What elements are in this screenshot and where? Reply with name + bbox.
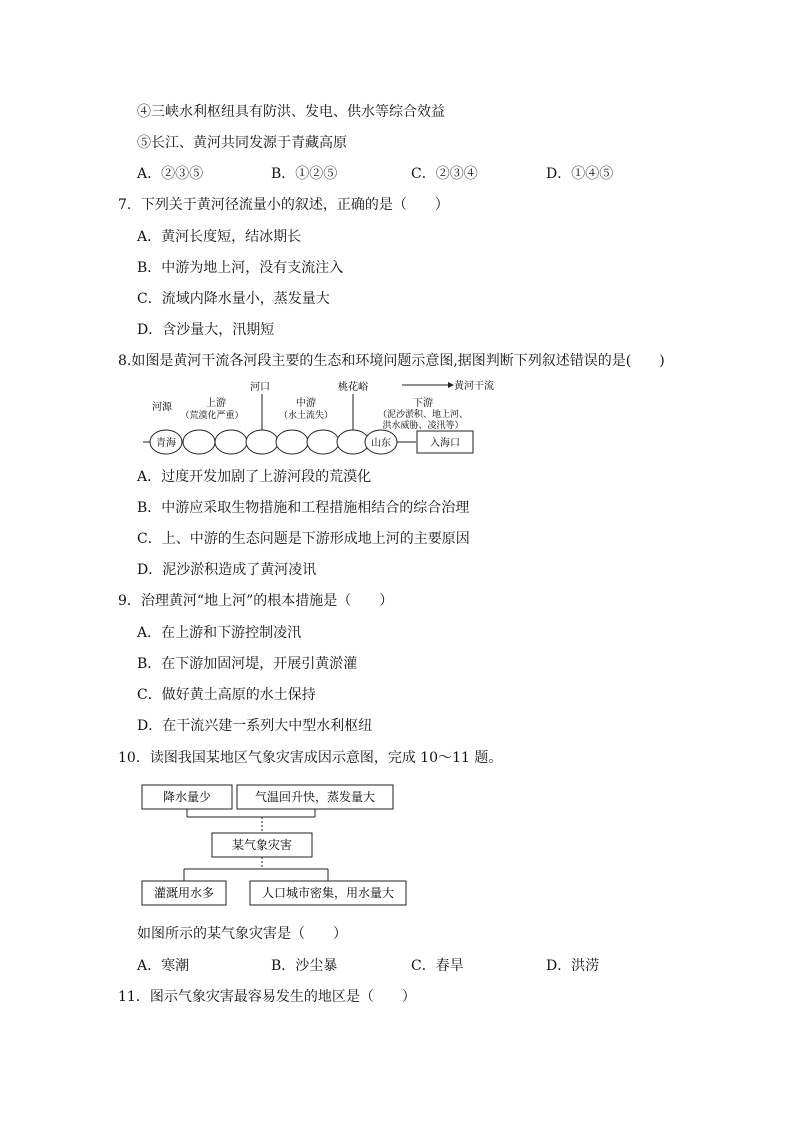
label-shandong: 山东 xyxy=(371,438,391,449)
label-tao-hua-yu: 桃花峪 xyxy=(338,382,368,393)
q6-option-c: C．②③④ xyxy=(411,166,478,182)
node-circle xyxy=(276,430,308,454)
label-center: 某气象灾害 xyxy=(231,838,293,852)
label-upper: 上游 xyxy=(206,398,226,409)
q8-option-b: B．中游应采取生物措施和工程措施相结合的综合治理 xyxy=(137,500,470,516)
q10-option-d: D．洪涝 xyxy=(546,958,600,974)
q10-stem: 10．读图我国某地区气象灾害成因示意图，完成 10～11 题。 xyxy=(118,750,503,766)
label-lower: 下游 xyxy=(413,398,433,409)
q6-option-d: D．①④⑤ xyxy=(546,166,614,182)
q10-sub-stem: 如图所示的某气象灾害是（ ） xyxy=(137,926,347,942)
q6-statement-5: ⑤长江、黄河共同发源于青藏高原 xyxy=(137,135,347,151)
label-lower-issue-1: （泥沙淤积、地上河、 xyxy=(377,410,469,420)
q9-option-a: A．在上游和下游控制凌汛 xyxy=(137,625,302,641)
label-sea: 入海口 xyxy=(430,438,460,449)
q6-option-b: B．①②⑤ xyxy=(271,166,338,182)
q10-option-a: A．寒潮 xyxy=(137,958,190,974)
q8-option-a: A．过度开发加剧了上游河段的荒漠化 xyxy=(137,469,372,485)
q7-option-c: C．流域内降水量小，蒸发量大 xyxy=(137,291,330,307)
label-bottom-left: 灌溉用水多 xyxy=(153,886,215,900)
q8-stem: 8.如图是黄河干流各河段主要的生态和环境问题示意图,据图判断下列叙述错误的是( ) xyxy=(118,353,665,369)
q9-option-b: B．在下游加固河堤，开展引黄淤灌 xyxy=(137,656,358,672)
q9-option-d: D．在干流兴建一系列大中型水利枢纽 xyxy=(137,718,373,734)
q10-options xyxy=(137,956,697,976)
label-qinghai: 青海 xyxy=(156,438,176,449)
yellow-river-diagram xyxy=(140,376,500,460)
q10-option-c: C．春旱 xyxy=(411,958,464,974)
q9-option-c: C．做好黄土高原的水土保持 xyxy=(137,687,316,703)
disaster-cause-diagram xyxy=(140,783,410,907)
label-top-right: 气温回升快，蒸发量大 xyxy=(254,790,376,804)
label-he-kou: 河口 xyxy=(250,382,270,393)
node-circle xyxy=(246,430,278,454)
label-bottom-right: 人口城市密集，用水量大 xyxy=(261,886,395,900)
q7-option-d: D．含沙量大，汛期短 xyxy=(137,322,275,338)
q9-stem: 9．治理黄河“地上河”的根本措施是（ ） xyxy=(118,593,394,609)
q6-option-a: A．②③⑤ xyxy=(137,166,204,182)
q7-stem: 7．下列关于黄河径流量小的叙述，正确的是（ ） xyxy=(118,197,449,213)
label-middle-issue: （水土流失） xyxy=(278,411,334,421)
q7-option-b: B．中游为地上河，没有支流注入 xyxy=(137,260,344,276)
q8-option-c: C．上、中游的生态问题是下游形成地上河的主要原因 xyxy=(137,531,470,547)
q11-stem: 11．图示气象灾害最容易发生的地区是（ ） xyxy=(118,989,416,1005)
label-upper-issue: （荒漠化严重） xyxy=(180,411,244,421)
q7-option-a: A．黄河长度短，结冰期长 xyxy=(137,229,302,245)
label-top-left: 降水量少 xyxy=(162,790,212,804)
q6-statement-4: ④三峡水利枢纽具有防洪、发电、供水等综合效益 xyxy=(137,104,445,120)
q10-option-b: B．沙尘暴 xyxy=(271,958,338,974)
label-he-yuan: 河源 xyxy=(152,402,172,413)
node-circle xyxy=(307,430,339,454)
q6-options xyxy=(137,164,697,184)
label-legend: 黄河干流 xyxy=(454,381,494,392)
node-circle xyxy=(337,430,369,454)
label-lower-issue-2: 洪水威胁、凌汛等） xyxy=(382,421,464,431)
label-middle: 中游 xyxy=(296,398,316,409)
node-circle xyxy=(215,430,247,454)
q8-option-d: D．泥沙淤积造成了黄河凌讯 xyxy=(137,562,317,578)
node-circle xyxy=(183,430,215,454)
